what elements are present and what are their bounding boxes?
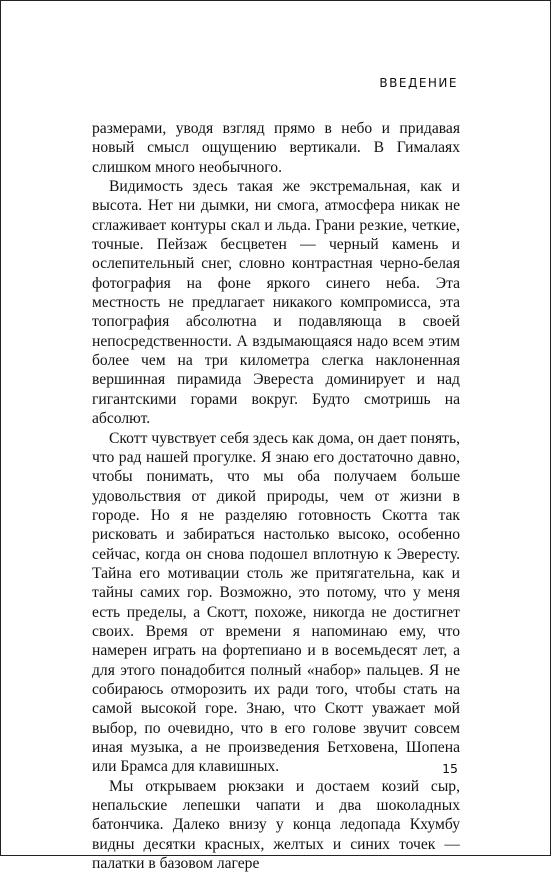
paragraph-1: размерами, уводя взгляд прямо в небо и придавая новый смысл ощущению вертикали. В Гималаях слишком много необычного.	[92, 120, 460, 176]
paragraph-2: Видимость здесь такая же экстремальная, как и высота. Нет ни дымки, ни смога, атмосфера никак не сглаживает контуры скал и льда. Грани резкие, четкие, точные. Пейзаж бесцветен — черный камень и ослепительный снег, словно контрастная черно-белая фотография на фоне яркого синего неба. Эта местность не предлагает никакого компромисса, эта топография абсолютна и подавляюща в своей непосредственности. А вздымающаяся надо всем этим более чем на три километра слегка наклоненная вершинная пирамида Эвереста доминирует и над гигантскими горами вокруг. Будто смотришь на абсолют.	[92, 178, 460, 428]
paragraph-3: Скотт чувствует себя здесь как дома, он дает понять, что рад нашей прогулке. Я знаю его достаточно давно, чтобы понимать, что мы оба получаем больше удовольствия от дикой природы, чем от жизни в городе. Но я не разделяю готовность Скотта так рисковать и забираться настолько высоко, особенно сейчас, когда он снова подошел вплотную к Эвересту. Тайна его мотивации столь же притягательна, как и тайны самих гор. Возможно, это потому, что у меня есть пределы, а Скотт, похоже, никогда не достигнет своих. Время от времени я напоминаю ему, что намерен играть на фортепиано и в восемьдесят лет, а для этого понадобится полный «набор» пальцев. Я не собираюсь отморозить их ради того, чтобы стать на самой высокой горе. Знаю, что Скотт уважает мой выбор, по очевидно, что в его голове звучит совсем иная музыка, а не произведения Бетховена, Шопена или Брамса для клавишных.	[92, 429, 460, 776]
body-text	[92, 119, 460, 873]
page-number: 15	[442, 761, 458, 776]
paragraph-4: Мы открываем рюкзаки и достаем козий сыр, непальские лепешки чапати и два шоколадных батончика. Далеко внизу у конца ледопада Кхумбу видны десятки красных, желтых и синих точек — палатки в базовом лагере	[92, 777, 460, 873]
running-head: ВВЕДЕНИЕ	[379, 76, 458, 90]
